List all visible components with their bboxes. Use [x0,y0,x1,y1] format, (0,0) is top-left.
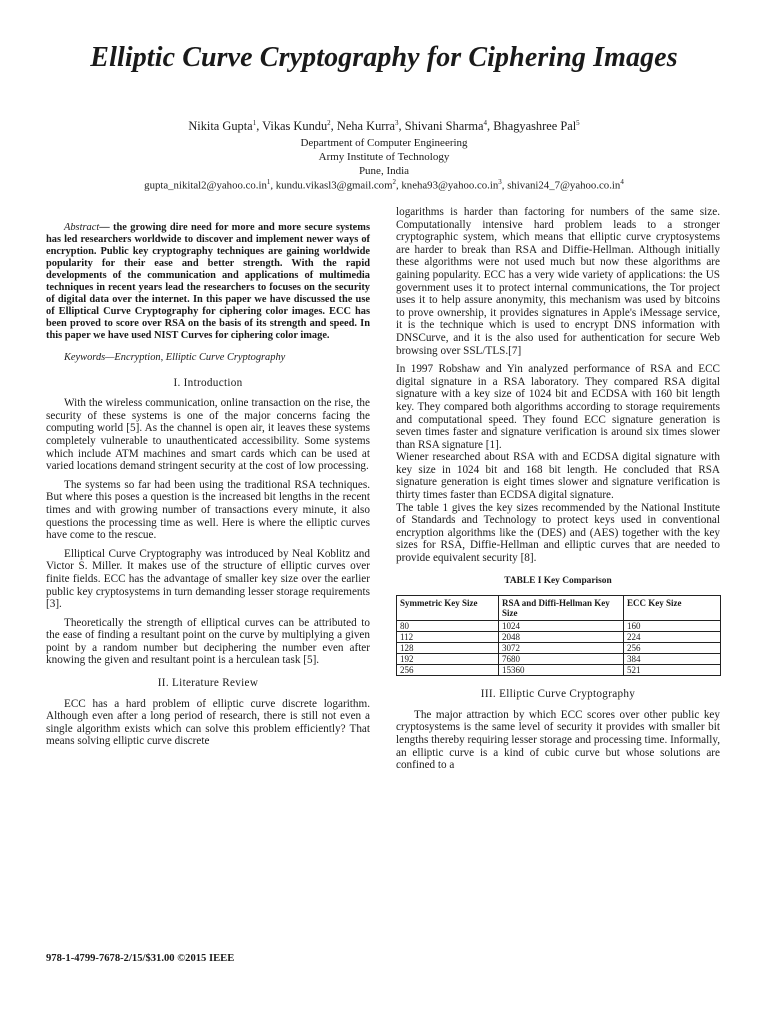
right-column [396,206,720,778]
table-caption: TABLE I Key Comparison [504,575,612,586]
table-header-row [397,596,721,621]
table-cell: 80 [397,621,499,632]
email-sup: 2 [392,178,396,186]
table-cell: 3072 [499,643,624,654]
email-sup: 1 [266,178,271,186]
section-heading-ecc: III. Elliptic Curve Cryptography [480,688,636,701]
table-row [397,632,721,643]
table-cell: 256 [397,665,499,676]
paragraph: The major attraction by which ECC scores over other public key cryptosystems is the same level of security it provides with smaller bit lengths thereby requiring lesser storage and processing time. Informally, an elliptic curve is a kind of cubic curve but whose solutions are confined to a [396,708,720,772]
left-column [46,206,370,754]
paragraph: Wiener researched about RSA with and ECDSA digital signature with key size in 1024 bit and 168 bit length. He concluded that RSA signature generation is eight times slower and signature verification is thirty times faster than ECDSA digital signature. [396,451,720,502]
paragraph: Elliptical Curve Cryptography was introduced by Neal Koblitz and Victor S. Miller. It makes use of the structure of elliptic curves over finite fields. ECC has the advantage of smaller key size over the earlier public key cryptosystems in turn demanding lesser storage requirements [3]. [46,547,370,611]
keywords: Keywords—Encryption, Elliptic Curve Cryptography [64,352,286,363]
paragraph: The systems so far had been using the traditional RSA techniques. But where this poses a question is the increased bit lengths in the recent times and with growing number of transactions every minute, it also questions the processing time as well. Here is where the elliptic curves have come to the rescue. [46,478,370,542]
abstract [46,222,370,342]
paragraph: logarithms is harder than factoring for numbers of the same size. Computationally intensive hard problem leads to a stronger cryptographic system, which means that elliptic curve cryptosystems are harder to break than RSA and Diffie-Hellman. Although initially these algorithms were not used much but now these algorithms are gaining popularity. ECC has a very wide variety of applications: the US government uses it to protect internal communications, the Tor project uses it to help assure anonymity, this mechanism was used by bitcoins to prove ownership, it provides signatures in Apple's iMessage service, it is the technique which is used to encrypt DNS information with DNSCurve, and it is the also used for authentication for secure Web browsing over SSL/TLS.[7] [396,206,720,357]
abstract-lead: Abstract [64,222,100,233]
table-header-cell: RSA and Diffi-Hellman Key Size [499,596,624,621]
author-list: Nikita Gupta$^1$, Vikas Kundu$^2$, Neha Kurra$^3$, Shivani Sharma$^4$, Bhagyashree Pal$^5$ [188,119,580,134]
table-cell: 224 [624,632,721,643]
author-name: Shivani Sharma [404,119,484,134]
email-address: kneha93@yahoo.co.in [401,179,499,192]
email-sup: 4 [620,178,624,186]
email-list: $gupta\_nikital2@yahoo.co.in^1$, kundu.vikasl3@gmail.com$^2$, $kneha93@yahoo.co.in^3$, $shivani24\_7@yahoo.co.in^4$ [144,178,624,192]
table-cell: 1024 [499,621,624,632]
author-sup: 5 [576,119,580,127]
author-sup: 4 [483,119,488,127]
table-cell: 256 [624,643,721,654]
author-sup: 2 [327,119,331,127]
abstract-body: — the growing dire need for more and more secure systems has led researchers worldwide to discover and implement newer ways of encryption. Public key cryptography techniques are gaining worldwide popularity for their ease and better strength. With the rapid developments of the communication and applications of multimedia techniques in recent years lead the researchers to focuses on the security of digital data over the internet. In this paper we have discussed the use of Elliptical Curve Cryptography for ciphering color images. ECC has been proved to score over RSA on the basis of its strength and speed. In this paper we have used NIST Curves for ciphering color image. [46,222,370,341]
table-row [397,643,721,654]
author-name: Bhagyashree Pal [493,119,577,134]
email-address: gupta_nikital2@yahoo.co.in [144,179,267,192]
table-cell: 15360 [499,665,624,676]
table-cell: 160 [624,621,721,632]
paragraph: ECC has a hard problem of elliptic curve discrete logarithm. Although even after a long period of research, there is still not even a single algorithm exists which can solve this problem efficiently? That means solving elliptic curve discrete [46,697,370,748]
table-row [397,654,721,665]
affiliation-institute: Army Institute of Technology [318,151,450,163]
table-row [397,665,721,676]
affiliation-location: Pune, India [358,165,410,177]
email-address: shivani24_7@yahoo.co.in [507,179,621,192]
copyright-footer: 978-1-4799-7678-2/15/$31.00 ©2015 IEEE [46,953,235,964]
section-heading-literature-review: II. Literature Review [157,677,259,690]
paper-title: Elliptic Curve Cryptography for Ciphering Images [90,42,678,73]
affiliation-department: Department of Computer Engineering [300,137,468,149]
author-name: Nikita Gupta [188,119,253,134]
table-header-cell: Symmetric Key Size [397,596,499,621]
email-sup: 3 [498,178,502,186]
author-sup: 3 [395,119,399,127]
paragraph: In 1997 Robshaw and Yin analyzed performance of RSA and ECC digital signature in a RSA laboratory. They compared RSA digital signature with a key size of 1024 bit and ECDSA with 160 bit length key. They compared both algorithms according to storage requirements and computational speed. They found ECC signature generation is seven times faster and signature verification is around six times slower than RSA signature [1]. [396,363,720,451]
table-header-cell: ECC Key Size [624,596,721,621]
paragraph: With the wireless communication, online transaction on the rise, the security of these systems is one of the major concerns facing the computing world [5]. As the channel is open air, it leaves these systems completely vulnerable to unauthenticated accessibility. Some systems which include ATM machines and smart cards which can be used at varied locations demand stringent security at the cost of low processing. [46,397,370,473]
table-cell: 192 [397,654,499,665]
author-name: Neha Kurra [336,119,396,134]
table-cell: 112 [397,632,499,643]
table-cell: 7680 [499,654,624,665]
email-address: kundu.vikasl3@gmail.com [275,179,393,192]
section-heading-introduction: I. Introduction [173,376,243,389]
key-comparison-table [396,595,721,676]
author-name: Vikas Kundu [262,119,328,134]
table-row [397,621,721,632]
paragraph: The table 1 gives the key sizes recommended by the National Institute of Standards and Technology to protect keys used in conventional encryption algorithms like the (DES) and (AES) together with the key sizes for RSA, Diffie-Hellman and elliptic curves that are needed to provide equivalent security [8]. [396,501,720,565]
table-cell: 128 [397,643,499,654]
author-sup: 1 [252,119,257,127]
table-cell: 384 [624,654,721,665]
table-cell: 521 [624,665,721,676]
table-cell: 2048 [499,632,624,643]
paragraph: Theoretically the strength of elliptical curves can be attributed to the ease of finding a resultant point on the curve by multiplying a given point by a random number but deciphering the number even after knowing the given and resultant point is a herculean task [5]. [46,616,370,667]
